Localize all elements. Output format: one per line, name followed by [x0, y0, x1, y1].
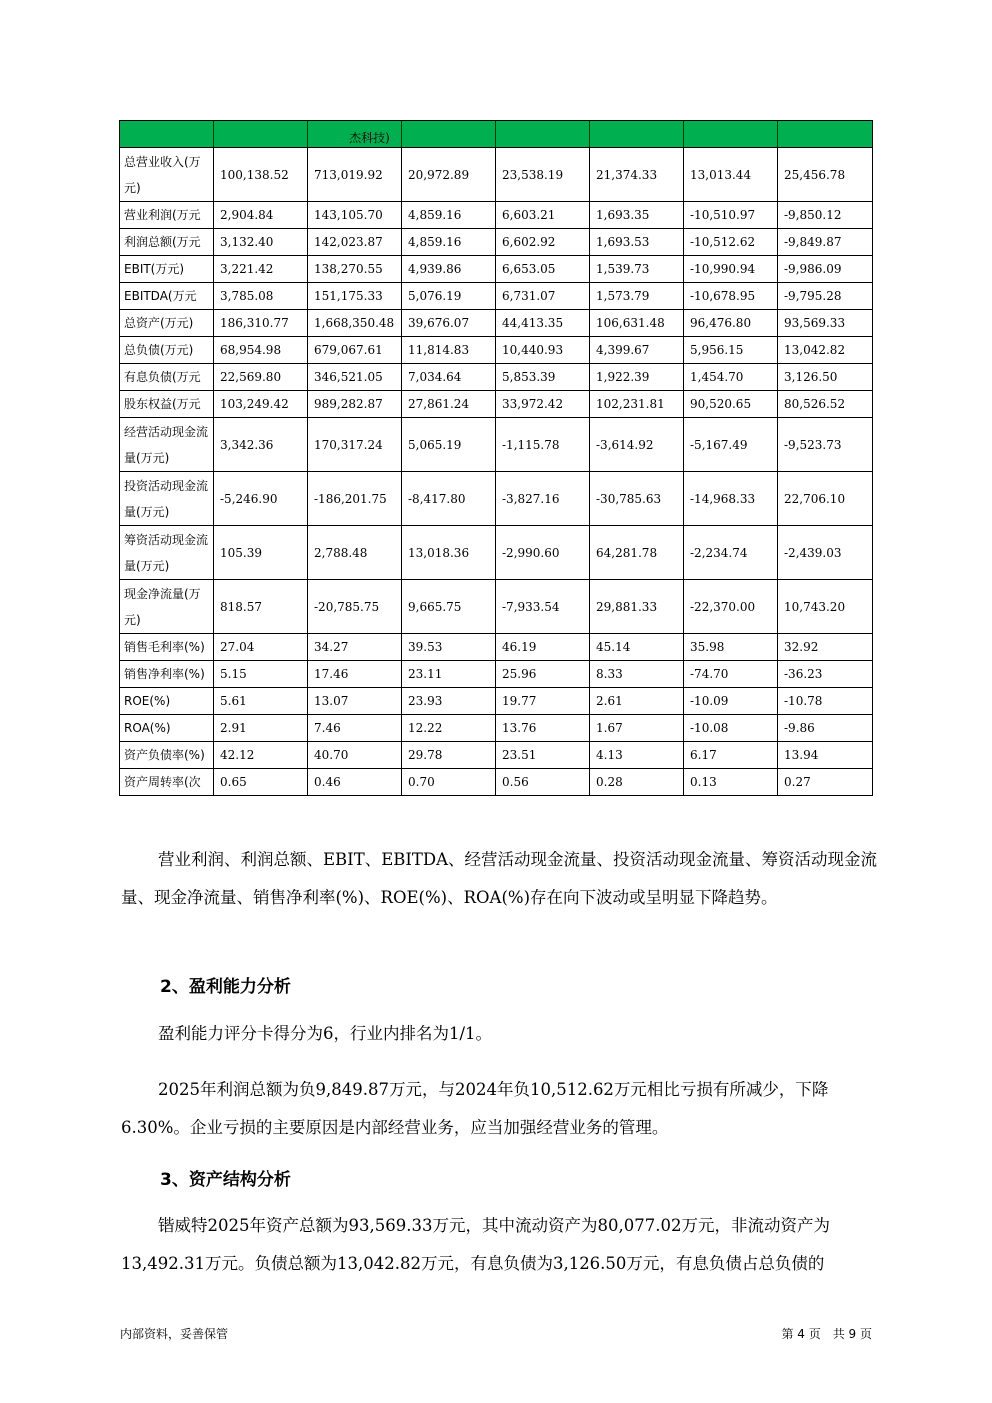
table-cell: 5,065.19 [402, 418, 496, 472]
table-cell: 13.07 [308, 688, 402, 715]
row-label: 经营活动现金流量(万元) [120, 418, 214, 472]
table-cell: 27,861.24 [402, 391, 496, 418]
table-cell: 106,631.48 [590, 310, 684, 337]
row-label: 营业利润(万元 [120, 202, 214, 229]
profitability-score-paragraph: 盈利能力评分卡得分为6，行业内排名为1/1。 [158, 1024, 493, 1043]
table-cell: 346,521.05 [308, 364, 402, 391]
table-cell: 3,126.50 [778, 364, 873, 391]
table-cell: 25.96 [496, 661, 590, 688]
table-row [120, 742, 873, 769]
table-cell: -36.23 [778, 661, 873, 688]
table-cell: -20,785.75 [308, 580, 402, 634]
table-cell: -22,370.00 [684, 580, 778, 634]
table-cell: -1,115.78 [496, 418, 590, 472]
table-cell: 39,676.07 [402, 310, 496, 337]
table-row [120, 229, 873, 256]
table-cell: 0.28 [590, 769, 684, 796]
table-cell: 9,665.75 [402, 580, 496, 634]
table-cell: 0.56 [496, 769, 590, 796]
row-label: 总负债(万元) [120, 337, 214, 364]
header-cell [778, 121, 873, 148]
header-cell [684, 121, 778, 148]
row-label: 股东权益(万元 [120, 391, 214, 418]
header-cell: 杰科技) [308, 121, 402, 148]
row-label: 总营业收入(万元) [120, 148, 214, 202]
table-cell: 0.65 [214, 769, 308, 796]
table-cell: 6,602.92 [496, 229, 590, 256]
table-cell: 818.57 [214, 580, 308, 634]
table-cell: -74.70 [684, 661, 778, 688]
row-label: 销售毛利率(%) [120, 634, 214, 661]
table-cell: 186,310.77 [214, 310, 308, 337]
table-cell: 138,270.55 [308, 256, 402, 283]
table-cell: 6,653.05 [496, 256, 590, 283]
table-cell: 679,067.61 [308, 337, 402, 364]
row-label: 资产周转率(次 [120, 769, 214, 796]
table-cell: 23.11 [402, 661, 496, 688]
table-cell: 13,013.44 [684, 148, 778, 202]
table-row [120, 310, 873, 337]
table-cell: 2.61 [590, 688, 684, 715]
table-cell: 3,785.08 [214, 283, 308, 310]
table-cell: 3,221.42 [214, 256, 308, 283]
table-cell: 13.94 [778, 742, 873, 769]
table-cell: -9,850.12 [778, 202, 873, 229]
row-label: 销售净利率(%) [120, 661, 214, 688]
table-cell: 5.15 [214, 661, 308, 688]
table-row [120, 634, 873, 661]
table-cell: 7,034.64 [402, 364, 496, 391]
section-heading-asset-structure: 3、资产结构分析 [160, 1170, 291, 1190]
table-cell: 64,281.78 [590, 526, 684, 580]
profit-analysis-paragraph: 2025年利润总额为负9,849.87万元，与2024年负10,512.62万元相比亏损有所减少，下降6.30%。企业亏损的主要原因是内部经营业务，应当加强经营业务的管理。 [121, 1080, 829, 1137]
table-cell: -10,512.62 [684, 229, 778, 256]
table-cell: 39.53 [402, 634, 496, 661]
table-cell: 1,922.39 [590, 364, 684, 391]
table-cell: 5,076.19 [402, 283, 496, 310]
table-cell: -30,785.63 [590, 472, 684, 526]
table-cell: 6,731.07 [496, 283, 590, 310]
summary-paragraph: 营业利润、利润总额、EBIT、EBITDA、经营活动现金流量、投资活动现金流量、筹资活动现金流量、现金净流量、销售净利率(%)、ROE(%)、ROA(%)存在向下波动或呈明显下降趋势。 [121, 850, 878, 907]
table-cell: -5,246.90 [214, 472, 308, 526]
table-cell: 5,853.39 [496, 364, 590, 391]
table-cell: 7.46 [308, 715, 402, 742]
table-cell: -14,968.33 [684, 472, 778, 526]
row-label: 有息负债(万元 [120, 364, 214, 391]
table-cell: 2,788.48 [308, 526, 402, 580]
table-row [120, 391, 873, 418]
table-cell: -10,990.94 [684, 256, 778, 283]
table-cell: 23,538.19 [496, 148, 590, 202]
table-row [120, 256, 873, 283]
table-cell: 0.27 [778, 769, 873, 796]
row-label: ROE(%) [120, 688, 214, 715]
table-cell: -3,614.92 [590, 418, 684, 472]
table-cell: 1,454.70 [684, 364, 778, 391]
table-row [120, 580, 873, 634]
table-cell: 13.76 [496, 715, 590, 742]
row-label: 现金净流量(万元) [120, 580, 214, 634]
table-cell: 3,132.40 [214, 229, 308, 256]
table-cell: 40.70 [308, 742, 402, 769]
table-cell: 29,881.33 [590, 580, 684, 634]
table-cell: 13,042.82 [778, 337, 873, 364]
table-cell: 2,904.84 [214, 202, 308, 229]
table-cell: 45.14 [590, 634, 684, 661]
table-cell: 23.51 [496, 742, 590, 769]
table-cell: -9,986.09 [778, 256, 873, 283]
row-label: EBITDA(万元 [120, 283, 214, 310]
table-cell: -10.78 [778, 688, 873, 715]
table-row [120, 202, 873, 229]
table-cell: 143,105.70 [308, 202, 402, 229]
row-label: ROA(%) [120, 715, 214, 742]
asset-structure-paragraph: 锴威特2025年资产总额为93,569.33万元，其中流动资产为80,077.02万元，非流动资产为13,492.31万元。负债总额为13,042.82万元，有息负债为3,126.50万元，有息负债占总负债的 [121, 1216, 830, 1273]
table-row [120, 283, 873, 310]
table-cell: 32.92 [778, 634, 873, 661]
table-cell: -10,678.95 [684, 283, 778, 310]
table-cell: 42.12 [214, 742, 308, 769]
table-cell: 3,342.36 [214, 418, 308, 472]
footer-page-number: 第 4 页 共 9 页 [781, 1327, 872, 1341]
table-cell: 151,175.33 [308, 283, 402, 310]
table-cell: 23.93 [402, 688, 496, 715]
table-cell: -3,827.16 [496, 472, 590, 526]
header-cell [402, 121, 496, 148]
table-cell: 12.22 [402, 715, 496, 742]
row-label: 投资活动现金流量(万元) [120, 472, 214, 526]
row-label: 筹资活动现金流量(万元) [120, 526, 214, 580]
table-cell: 1,573.79 [590, 283, 684, 310]
table-cell: 4,859.16 [402, 229, 496, 256]
table-cell: 0.70 [402, 769, 496, 796]
table-cell: -10,510.97 [684, 202, 778, 229]
table-cell: -7,933.54 [496, 580, 590, 634]
table-row [120, 526, 873, 580]
table-cell: 90,520.65 [684, 391, 778, 418]
table-cell: -9,795.28 [778, 283, 873, 310]
table-cell: 105.39 [214, 526, 308, 580]
table-cell: 25,456.78 [778, 148, 873, 202]
table-cell: 93,569.33 [778, 310, 873, 337]
table-header-row [120, 121, 873, 148]
table-row [120, 148, 873, 202]
table-row [120, 769, 873, 796]
table-row [120, 337, 873, 364]
table-cell: 17.46 [308, 661, 402, 688]
financial-table [119, 120, 873, 796]
table-cell: -2,990.60 [496, 526, 590, 580]
table-cell: 13,018.36 [402, 526, 496, 580]
table-cell: 1,693.53 [590, 229, 684, 256]
table-cell: 44,413.35 [496, 310, 590, 337]
table-row [120, 715, 873, 742]
table-cell: 8.33 [590, 661, 684, 688]
table-cell: 10,440.93 [496, 337, 590, 364]
header-cell [590, 121, 684, 148]
table-cell: 4,939.86 [402, 256, 496, 283]
table-cell: 4,399.67 [590, 337, 684, 364]
table-cell: 33,972.42 [496, 391, 590, 418]
table-cell: -8,417.80 [402, 472, 496, 526]
table-cell: -10.09 [684, 688, 778, 715]
table-cell: 0.46 [308, 769, 402, 796]
table-cell: 713,019.92 [308, 148, 402, 202]
table-row [120, 418, 873, 472]
table-cell: 100,138.52 [214, 148, 308, 202]
footer-confidential-note: 内部资料，妥善保管 [120, 1327, 229, 1341]
row-label: 资产负债率(%) [120, 742, 214, 769]
table-cell: 103,249.42 [214, 391, 308, 418]
table-cell: 4.13 [590, 742, 684, 769]
table-cell: 27.04 [214, 634, 308, 661]
table-cell: 0.13 [684, 769, 778, 796]
row-label: 总资产(万元) [120, 310, 214, 337]
table-cell: -186,201.75 [308, 472, 402, 526]
table-cell: 102,231.81 [590, 391, 684, 418]
table-cell: 68,954.98 [214, 337, 308, 364]
table-body [120, 148, 873, 796]
table-cell: 96,476.80 [684, 310, 778, 337]
table-cell: -9,523.73 [778, 418, 873, 472]
table-cell: -2,234.74 [684, 526, 778, 580]
row-label: EBIT(万元) [120, 256, 214, 283]
table-cell: -5,167.49 [684, 418, 778, 472]
table-cell: -9,849.87 [778, 229, 873, 256]
table-cell: 34.27 [308, 634, 402, 661]
table-cell: 5.61 [214, 688, 308, 715]
table-cell: 4,859.16 [402, 202, 496, 229]
table-cell: 1.67 [590, 715, 684, 742]
table-cell: -9.86 [778, 715, 873, 742]
table-cell: 10,743.20 [778, 580, 873, 634]
table-cell: -2,439.03 [778, 526, 873, 580]
table-row [120, 688, 873, 715]
table-cell: 29.78 [402, 742, 496, 769]
table-row [120, 661, 873, 688]
table-cell: 989,282.87 [308, 391, 402, 418]
table-cell: 35.98 [684, 634, 778, 661]
table-cell: 46.19 [496, 634, 590, 661]
header-cell [496, 121, 590, 148]
table-cell: 20,972.89 [402, 148, 496, 202]
table-cell: 5,956.15 [684, 337, 778, 364]
table-cell: 2.91 [214, 715, 308, 742]
table-row [120, 364, 873, 391]
table-cell: 6.17 [684, 742, 778, 769]
table-cell: 22,569.80 [214, 364, 308, 391]
table-cell: 170,317.24 [308, 418, 402, 472]
table-cell: 6,603.21 [496, 202, 590, 229]
table-cell: 22,706.10 [778, 472, 873, 526]
table-cell: 21,374.33 [590, 148, 684, 202]
table-cell: 1,668,350.48 [308, 310, 402, 337]
table-cell: -10.08 [684, 715, 778, 742]
table-cell: 80,526.52 [778, 391, 873, 418]
table-row [120, 472, 873, 526]
table-cell: 1,539.73 [590, 256, 684, 283]
table-cell: 19.77 [496, 688, 590, 715]
header-cell [120, 121, 214, 148]
table-cell: 142,023.87 [308, 229, 402, 256]
table-cell: 1,693.35 [590, 202, 684, 229]
header-cell [214, 121, 308, 148]
table-cell: 11,814.83 [402, 337, 496, 364]
section-heading-profitability: 2、盈利能力分析 [160, 977, 291, 997]
row-label: 利润总额(万元 [120, 229, 214, 256]
